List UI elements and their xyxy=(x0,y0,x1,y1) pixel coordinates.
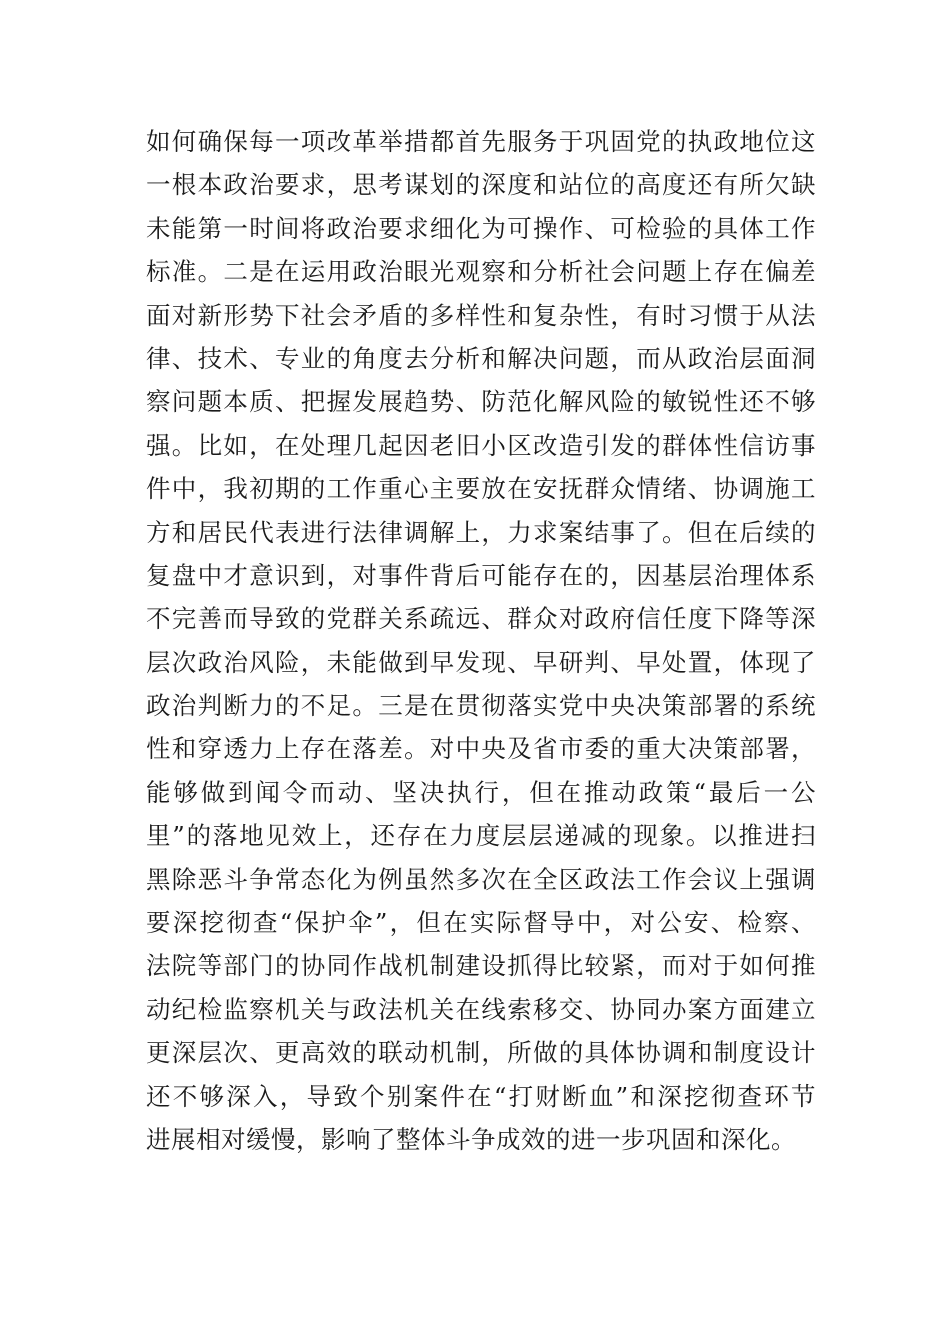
text-line: 还不够深入，导致个别案件在“打财断血”和深挖彻查环节 xyxy=(146,1081,816,1111)
text-line: 政治判断力的不足。三是在贯彻落实党中央决策部署的系统 xyxy=(146,691,816,721)
text-line: 面对新形势下社会矛盾的多样性和复杂性，有时习惯于从法 xyxy=(146,300,816,330)
body-paragraph xyxy=(146,120,816,1161)
text-line: 件中，我初期的工作重心主要放在安抚群众情绪、协调施工 xyxy=(146,474,816,504)
text-line: 能够做到闻令而动、坚决执行，但在推动政策“最后一公 xyxy=(146,777,816,807)
text-line: 不完善而导致的党群关系疏远、群众对政府信任度下降等深 xyxy=(146,604,816,634)
text-line: 动纪检监察机关与政法机关在线索移交、协同办案方面建立 xyxy=(146,994,816,1024)
text-line: 方和居民代表进行法律调解上，力求案结事了。但在后续的 xyxy=(146,517,816,547)
text-line: 黑除恶斗争常态化为例虽然多次在全区政法工作会议上强调 xyxy=(146,864,816,894)
text-line: 如何确保每一项改革举措都首先服务于巩固党的执政地位这 xyxy=(146,127,816,156)
text-line: 法院等部门的协同作战机制建设抓得比较紧，而对于如何推 xyxy=(146,951,816,981)
text-line: 标准。二是在运用政治眼光观察和分析社会问题上存在偏差 xyxy=(146,257,816,287)
text-line: 察问题本质、把握发展趋势、防范化解风险的敏锐性还不够 xyxy=(146,387,816,417)
text-line: 律、技术、专业的角度去分析和解决问题，而从政治层面洞 xyxy=(146,343,816,373)
text-line: 未能第一时间将政治要求细化为可操作、可检验的具体工作 xyxy=(146,213,816,243)
text-line: 强。比如，在处理几起因老旧小区改造引发的群体性信访事 xyxy=(146,430,816,460)
text-line: 层次政治风险，未能做到早发现、早研判、早处置，体现了 xyxy=(146,647,816,677)
text-line: 要深挖彻查“保护伞”，但在实际督导中，对公安、检察、 xyxy=(146,908,816,938)
text-line: 复盘中才意识到，对事件背后可能存在的，因基层治理体系 xyxy=(146,560,816,590)
text-line: 更深层次、更高效的联动机制，所做的具体协调和制度设计 xyxy=(146,1038,816,1068)
text-line: 进展相对缓慢，影响了整体斗争成效的进一步巩固和深化。 xyxy=(146,1124,796,1154)
text-line: 性和穿透力上存在落差。对中央及省市委的重大决策部署， xyxy=(146,734,816,764)
text-line: 里”的落地见效上，还存在力度层层递减的现象。以推进扫 xyxy=(146,821,816,851)
text-line: 一根本政治要求，思考谋划的深度和站位的高度还有所欠缺 xyxy=(146,170,816,200)
